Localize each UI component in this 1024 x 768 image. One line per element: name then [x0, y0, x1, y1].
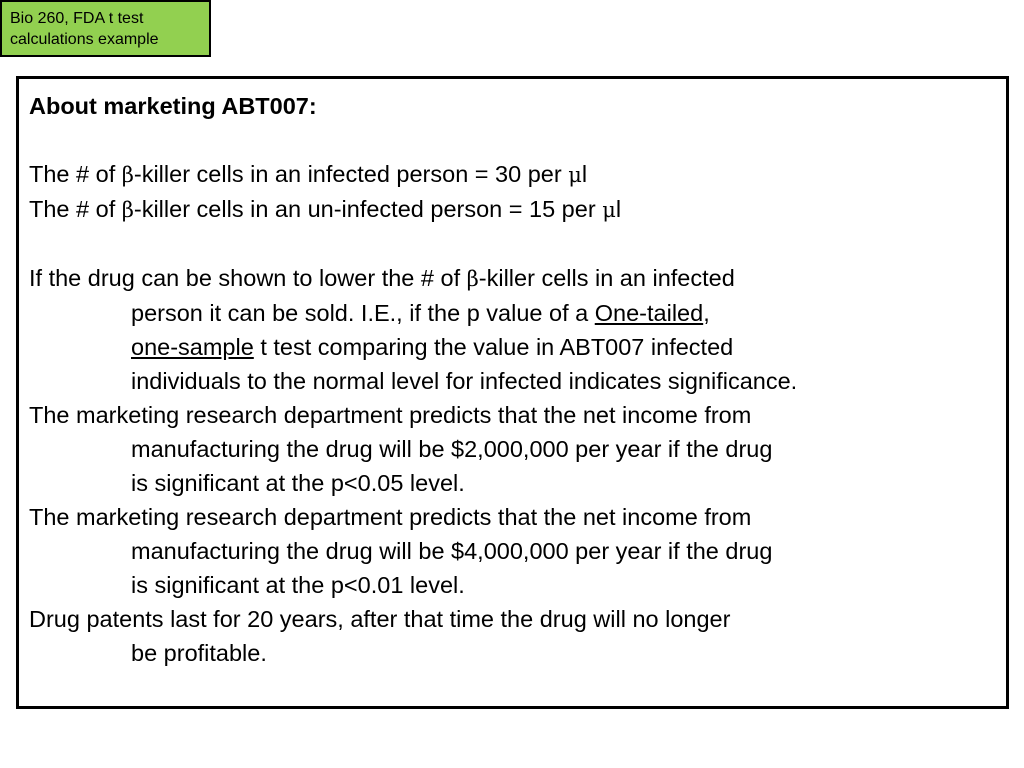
content-heading: About marketing ABT007: [29, 93, 317, 119]
drug-paragraph-line1 [29, 261, 1006, 296]
infected-text-2: -killer cells in an infected person = 30 per [133, 161, 569, 187]
mu-symbol: μ [568, 163, 582, 187]
infected-text-1: The # of [29, 161, 122, 187]
drug-paragraph-line4: individuals to the normal level for infected indicates significance. [131, 368, 798, 394]
uninfected-count-line [29, 192, 1006, 227]
uninfected-text-1: The # of [29, 196, 122, 222]
drug-paragraph-line2 [29, 296, 1006, 330]
drug-text-5: t test comparing the value in ABT007 infected [253, 334, 734, 360]
mu-symbol: μ [602, 198, 616, 222]
beta-symbol: β [121, 198, 134, 222]
blank-line [29, 227, 1006, 261]
drug-text-3: person it can be sold. I.E., if the p value of a [131, 300, 595, 326]
patent-line1: Drug patents last for 20 years, after that time the drug will no longer [29, 606, 731, 632]
uninfected-text-3: l [615, 196, 622, 222]
infected-text-3: l [581, 161, 588, 187]
slide-tag [0, 0, 211, 57]
one-sample-term: one-sample [131, 334, 254, 360]
blank-line [29, 123, 1006, 157]
income-4m-line1: The marketing research department predicts that the net income from [29, 504, 752, 530]
income-4m-line3: is significant at the p<0.01 level. [131, 572, 465, 598]
income-2m-line2: manufacturing the drug will be $2,000,000 per year if the drug [131, 436, 773, 462]
drug-text-4: , [703, 300, 710, 326]
drug-paragraph-line3 [29, 330, 1006, 364]
income-2m-line1: The marketing research department predicts that the net income from [29, 402, 752, 428]
beta-symbol: β [466, 267, 479, 291]
slide-tag-line2: calculations example [10, 31, 159, 48]
content-box [16, 76, 1009, 709]
uninfected-text-2: -killer cells in an un-infected person = 15 per [133, 196, 603, 222]
drug-text-1: If the drug can be shown to lower the # of [29, 265, 467, 291]
income-4m-line2: manufacturing the drug will be $4,000,000 per year if the drug [131, 538, 773, 564]
drug-text-2: -killer cells in an infected [478, 265, 735, 291]
infected-count-line [29, 157, 1006, 192]
patent-line2: be profitable. [131, 640, 267, 666]
income-2m-line3: is significant at the p<0.05 level. [131, 470, 465, 496]
beta-symbol: β [121, 163, 134, 187]
one-tailed-term: One-tailed [594, 300, 704, 326]
slide-tag-line1: Bio 260, FDA t test [10, 10, 144, 27]
